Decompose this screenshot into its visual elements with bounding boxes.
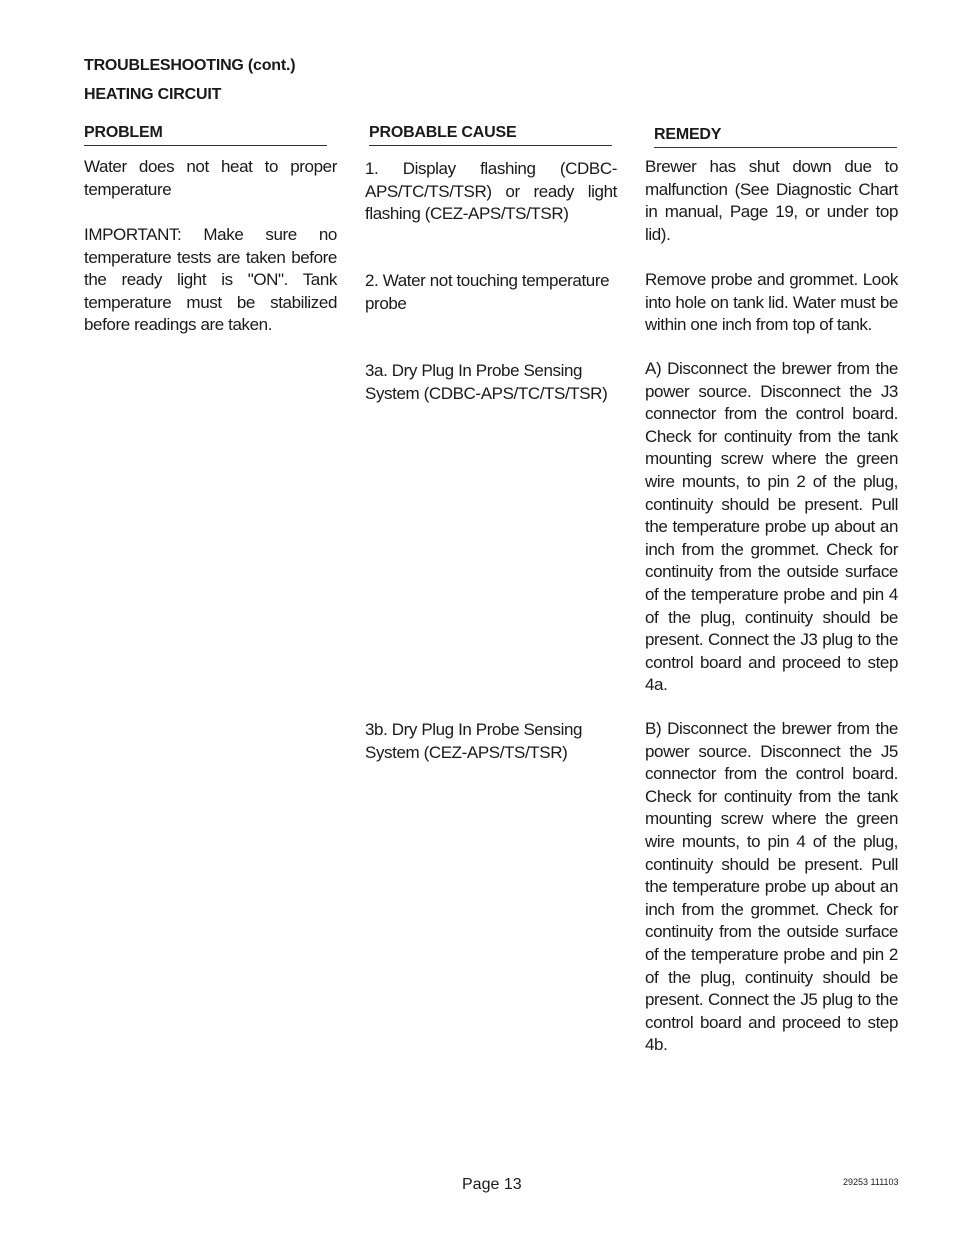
document-number: 29253 111103 — [843, 1177, 899, 1187]
cause-item-3a: 3a. Dry Plug In Probe Sensing System (CDBC-APS/TC/TS/TSR) — [365, 361, 608, 403]
remedy-item-2: Remove probe and grommet. Look into hole on tank lid. Water must be within one inch from top of tank. — [645, 270, 898, 335]
problem-important-note: IMPORTANT: Make sure no temperature tests are taken before the ready light is "ON". Tank temperature must be stabilized before readings are taken. — [84, 225, 337, 335]
section-subtitle: HEATING CIRCUIT — [84, 86, 222, 103]
remedy-item-3a: A) Disconnect the brewer from the power source. Disconnect the J3 connector from the control board. Check for continuity from the tank mounting screw where the green wire mounts, to pin 2 of the plug, continuity should be present. Pull the temperature probe up about an inch from the grommet. Check for continuity from the outside surface of the temperature probe and pin 4 of the plug, continuity should be present. Connect the J3 plug to the control board and proceed to step 4a. — [645, 359, 898, 695]
page-number: Page 13 — [462, 1176, 522, 1193]
cause-item-2: 2. Water not touching temperature probe — [365, 271, 610, 313]
remedy-item-1: Brewer has shut down due to malfunction (See Diagnostic Chart in manual, Page 19, or under top lid). — [645, 157, 898, 244]
cause-item-1: 1. Display flashing (CDBC-APS/TC/TS/TSR) or ready light flashing (CEZ-APS/TS/TSR) — [365, 159, 617, 224]
column-header-problem: PROBLEM — [84, 124, 327, 146]
column-header-remedy: REMEDY — [654, 126, 897, 148]
section-title: TROUBLESHOOTING (cont.) — [84, 57, 296, 74]
column-header-cause: PROBABLE CAUSE — [369, 124, 612, 146]
problem-text: Water does not heat to proper temperature — [84, 157, 337, 199]
remedy-item-3b: B) Disconnect the brewer from the power source. Disconnect the J5 connector from the control board. Check for continuity from the tank mounting screw where the green wire mounts, to pin 4 of the plug, continuity should be present. Pull the temperature probe up about an inch from the grommet. Check for continuity from the outside surface of the temperature probe and pin 2 of the plug, continuity should be present. Connect the J5 plug to the control board and proceed to step 4b. — [645, 719, 898, 1055]
cause-item-3b: 3b. Dry Plug In Probe Sensing System (CEZ-APS/TS/TSR) — [365, 720, 583, 762]
